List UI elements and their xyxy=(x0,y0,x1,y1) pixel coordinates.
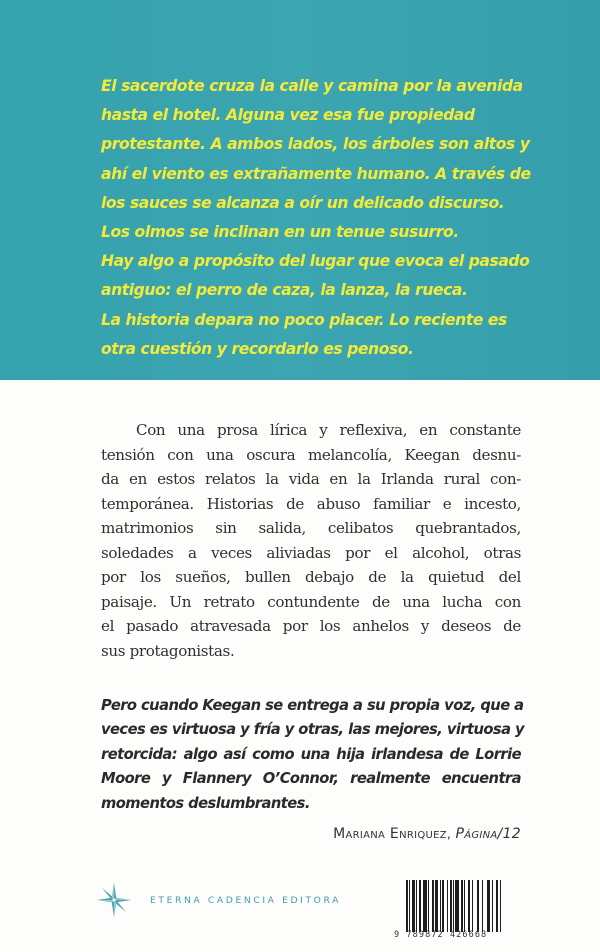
synopsis-line: por los sueños, bullen debajo de la quietud del xyxy=(101,568,521,586)
synopsis-line: matrimonios sin salida, celibatos quebrantados, xyxy=(101,519,521,537)
quote-line: hasta el hotel. Alguna vez esa fue propiedad xyxy=(101,106,475,125)
attribution-author: Mariana Enriquez xyxy=(333,826,447,842)
review-blurb xyxy=(101,694,525,816)
blurb-line: retorcida: algo así como una hija irlandesa de Lorrie xyxy=(101,745,521,763)
quote-line: La historia depara no poco placer. Lo reciente es xyxy=(101,310,507,329)
blurb-line: Pero cuando Keegan se entrega a su propia voz, que a xyxy=(101,697,524,714)
teal-cover-band xyxy=(0,0,600,380)
synopsis-line: paisaje. Un retrato contundente de una lucha con xyxy=(101,592,521,611)
compass-star-icon xyxy=(96,882,132,918)
synopsis-line: da en estos relatos la vida en la Irlanda rural con- xyxy=(101,470,521,488)
quote-line: los sauces se alcanza a oír un delicado discurso. xyxy=(101,193,505,212)
synopsis-line: tensión con una oscura melancolía, Keegan desnu- xyxy=(101,445,521,464)
quote-line: antiguo: el perro de caza, la lanza, la rueca. xyxy=(101,281,468,300)
synopsis-line: sus protagonistas. xyxy=(101,641,235,660)
blurb-line: veces es virtuosa y fría y otras, las mejores, virtuosa y xyxy=(101,721,525,739)
barcode-bars xyxy=(406,880,502,932)
synopsis-line: el pasado atravesada por los anhelos y deseos de xyxy=(101,617,521,635)
synopsis-paragraph xyxy=(101,418,521,663)
review-attribution xyxy=(333,826,521,842)
quote-line: Hay algo a propósito del lugar que evoca el pasado xyxy=(101,252,530,271)
attribution-separator: , xyxy=(446,826,456,841)
quote-line: otra cuestión y recordarlo es penoso. xyxy=(101,339,414,358)
attribution-source: Página/12 xyxy=(455,826,521,842)
quote-line: Los olmos se inclinan en un tenue susurro. xyxy=(101,223,459,242)
publisher-imprint xyxy=(96,880,341,920)
quote-line: ahí el viento es extrañamente humano. A través de xyxy=(101,164,531,183)
synopsis-line: Con una prosa lírica y reflexiva, en constante xyxy=(136,421,521,439)
quote-line: protestante. A ambos lados, los árboles son altos y xyxy=(101,135,530,154)
quote-line: El sacerdote cruza la calle y camina por la avenida xyxy=(101,77,523,95)
excerpt-quote xyxy=(101,72,541,364)
isbn-barcode xyxy=(394,880,506,944)
synopsis-line: soledades a veces aliviadas por el alcohol, otras xyxy=(101,543,521,562)
synopsis-line: temporánea. Historias de abuso familiar e incesto, xyxy=(101,494,521,513)
blurb-line: Moore y Flannery O’Connor, realmente encuentra xyxy=(101,770,521,788)
blurb-line: momentos deslumbrantes. xyxy=(101,794,310,812)
publisher-name: ETERNA CADENCIA EDITORA xyxy=(150,894,341,906)
isbn-digits: 9 789872 426668 xyxy=(394,930,488,940)
